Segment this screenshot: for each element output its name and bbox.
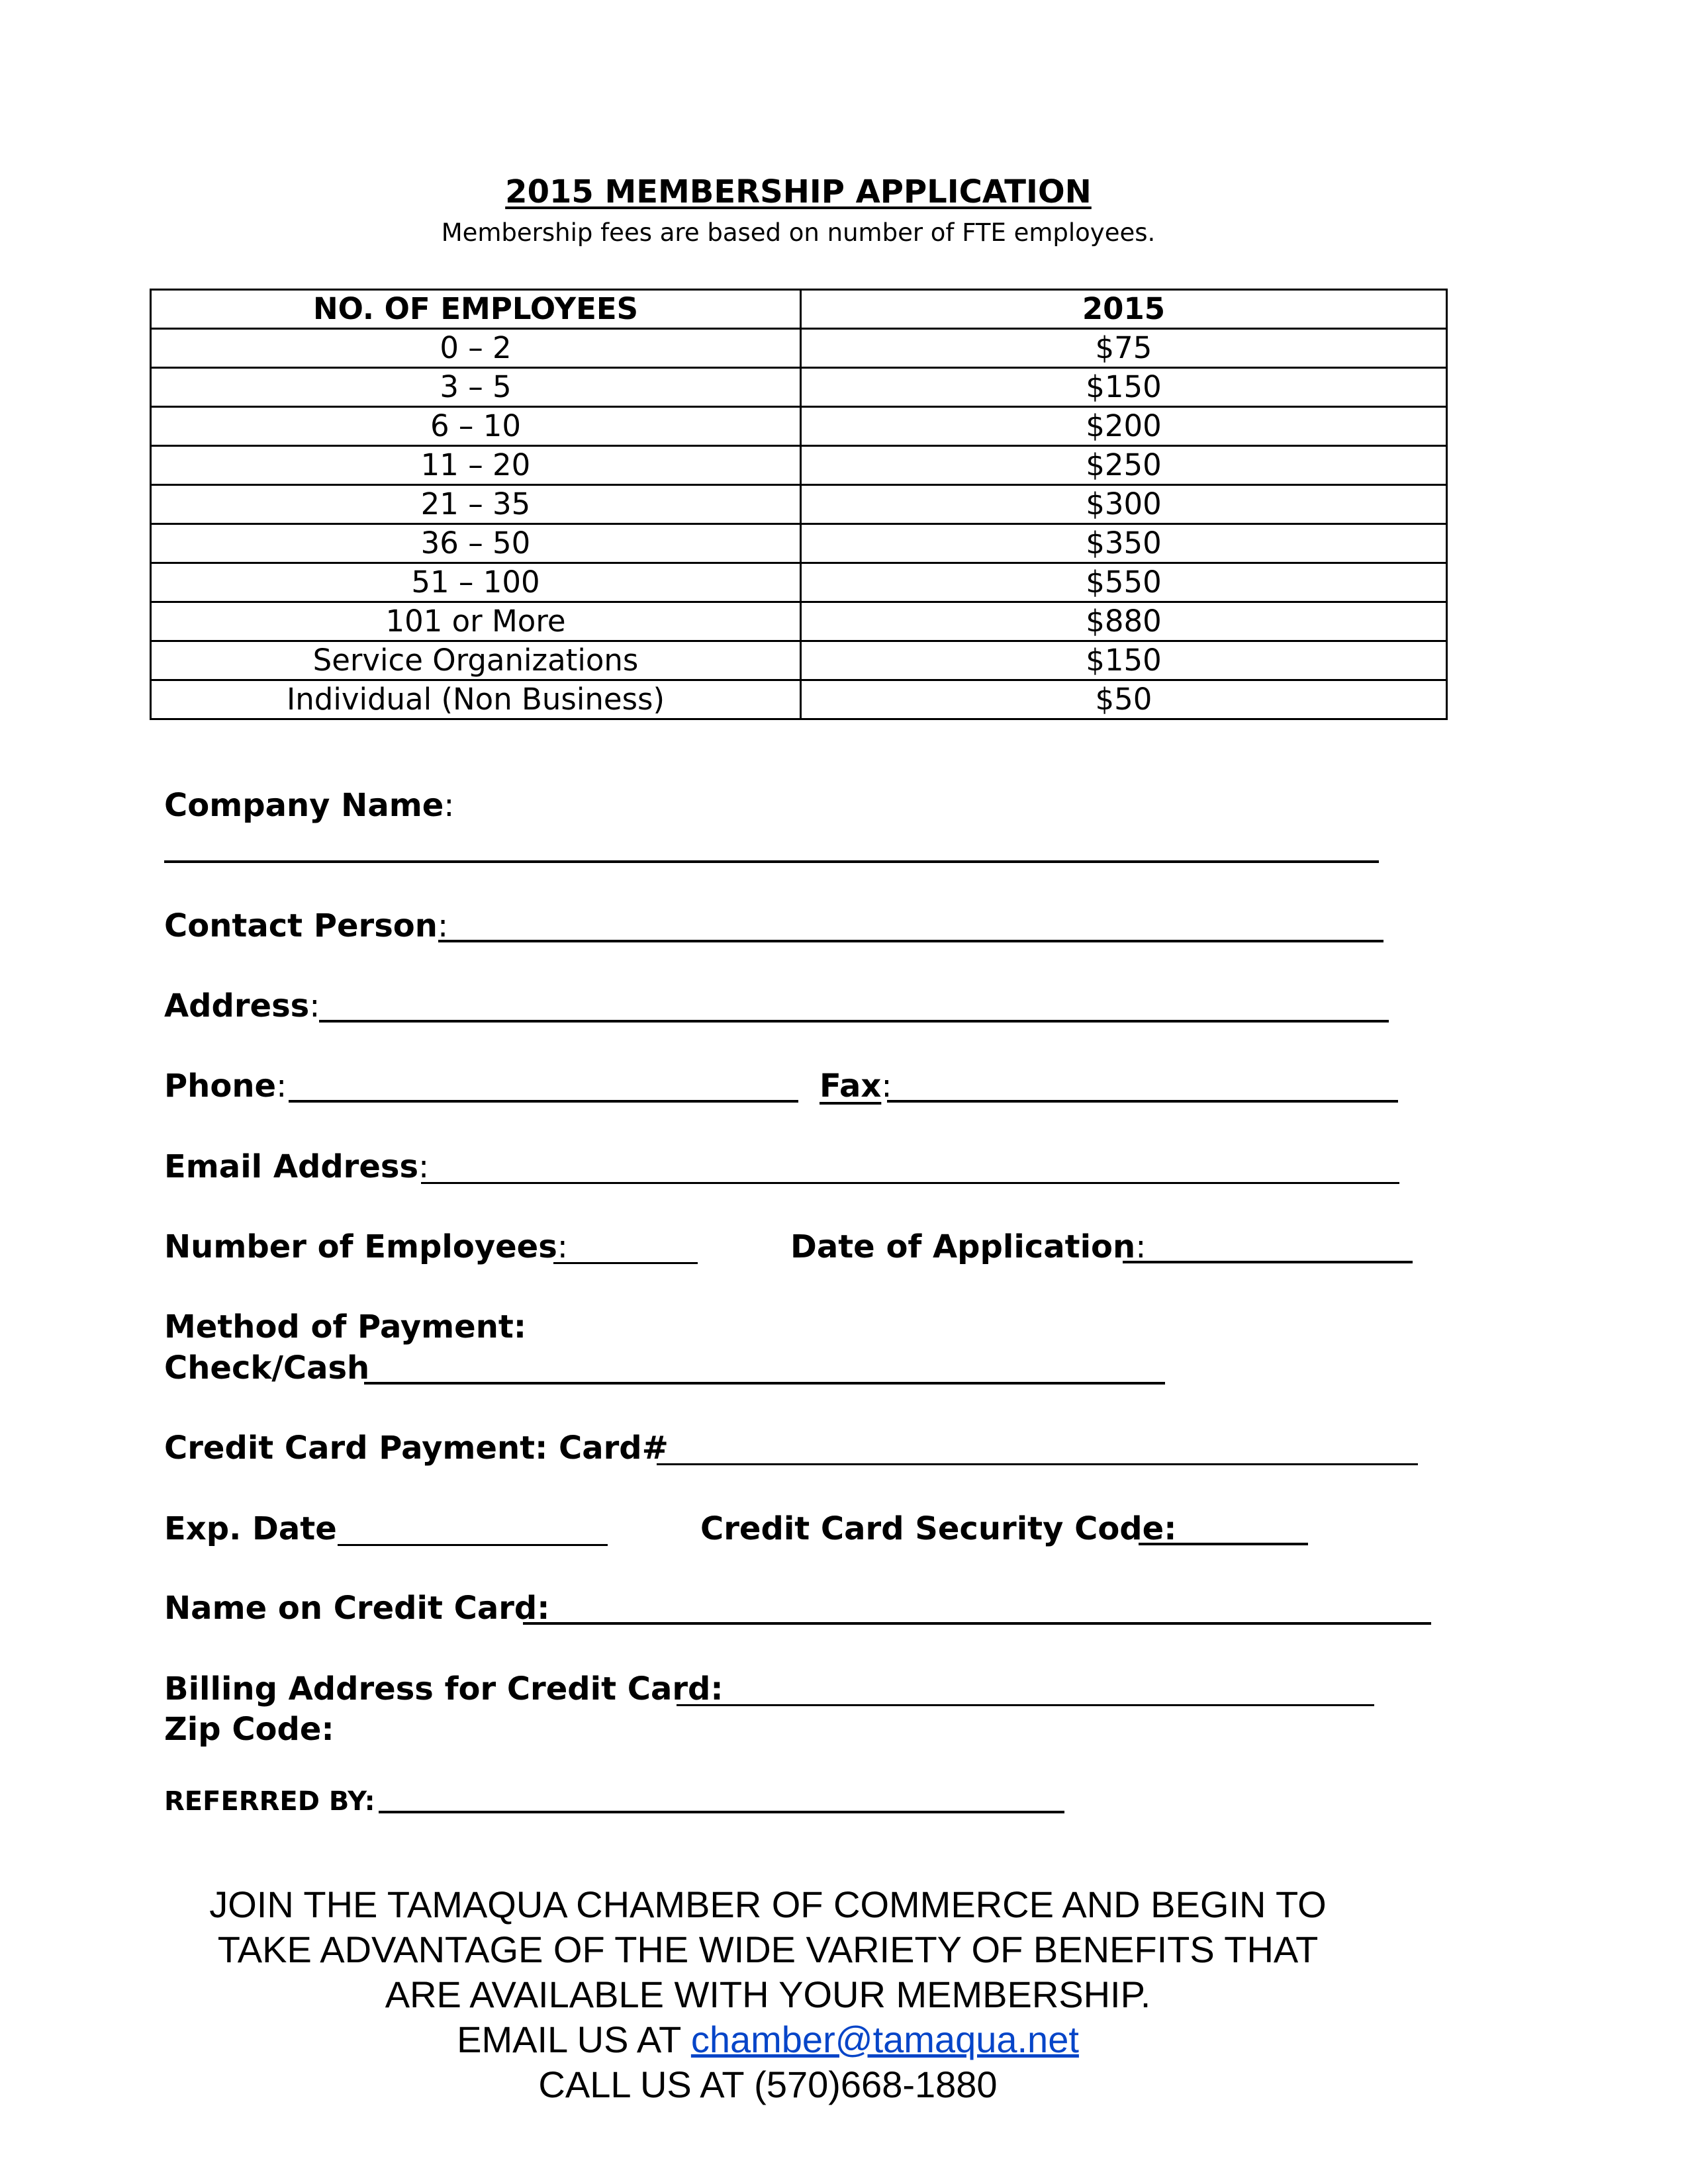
exp-date-label: Exp. Date: [164, 1510, 337, 1547]
employee-range: 3 – 5: [151, 368, 801, 407]
employee-range: 51 – 100: [151, 563, 801, 602]
employee-range: 0 – 2: [151, 329, 801, 368]
contact-person-field[interactable]: [438, 909, 1383, 942]
num-employees-field[interactable]: [553, 1232, 698, 1264]
employee-range: 36 – 50: [151, 524, 801, 563]
employee-range: 101 or More: [151, 602, 801, 641]
zip-code-label: Zip Code:: [164, 1711, 334, 1748]
page-title: 2015 MEMBERSHIP APPLICATION: [505, 173, 1092, 210]
address-label: Address: [164, 987, 310, 1024]
check-cash-field[interactable]: [364, 1351, 1165, 1385]
table-row: [151, 524, 1447, 563]
fee-value: $150: [801, 368, 1447, 407]
date-of-application-label: Date of Application: [790, 1228, 1136, 1265]
fee-value: $200: [801, 407, 1447, 446]
num-employees-label: Number of Employees: [164, 1228, 557, 1265]
fax-label: Fax: [820, 1068, 882, 1105]
referred-by-field[interactable]: [379, 1780, 1064, 1813]
table-row: [151, 407, 1447, 446]
fee-table: [150, 289, 1448, 720]
employee-range: Individual (Non Business): [151, 680, 801, 719]
footer-email-line: [0, 2017, 1536, 2062]
fee-value: $150: [801, 641, 1447, 680]
footer-line-2: TAKE ADVANTAGE OF THE WIDE VARIETY OF BENEFITS THAT: [217, 1929, 1319, 1970]
credit-card-payment-label: Credit Card Payment: Card#: [164, 1430, 669, 1467]
check-cash-label: Check/Cash: [164, 1349, 370, 1387]
phone-label: Phone: [164, 1068, 277, 1105]
table-row: [151, 446, 1447, 485]
fee-value: $550: [801, 563, 1447, 602]
fee-value: $300: [801, 485, 1447, 524]
method-of-payment-label: Method of Payment:: [164, 1308, 527, 1345]
email-row: Email Address:: [164, 1148, 430, 1185]
email-prefix: EMAIL US AT: [457, 2019, 681, 2060]
name-on-card-label: Name on Credit Card:: [164, 1590, 550, 1627]
fee-value: $50: [801, 680, 1447, 719]
security-code-label: Credit Card Security Code:: [700, 1510, 1177, 1547]
employees-column-header: NO. OF EMPLOYEES: [151, 290, 801, 329]
employee-range: 21 – 35: [151, 485, 801, 524]
contact-person-row: Contact Person:: [164, 907, 449, 944]
table-row: [151, 641, 1447, 680]
fee-value: $75: [801, 329, 1447, 368]
fee-value: $250: [801, 446, 1447, 485]
table-row: [151, 485, 1447, 524]
referred-by-label: REFERRED BY:: [164, 1786, 375, 1817]
name-on-card-field[interactable]: [523, 1592, 1431, 1625]
address-field[interactable]: [319, 989, 1389, 1023]
employee-range: 11 – 20: [151, 446, 801, 485]
company-name-row: Company Name:: [164, 787, 455, 824]
footer-line-3: ARE AVAILABLE WITH YOUR MEMBERSHIP.: [385, 1974, 1151, 2015]
phone-row: Phone:: [164, 1068, 287, 1105]
contact-person-label: Contact Person: [164, 907, 438, 944]
year-column-header: 2015: [801, 290, 1447, 329]
fax-row: Fax:: [820, 1068, 892, 1105]
table-row: [151, 368, 1447, 407]
employee-range: Service Organizations: [151, 641, 801, 680]
billing-address-label: Billing Address for Credit Card:: [164, 1670, 724, 1707]
fee-value: $880: [801, 602, 1447, 641]
fee-value: $350: [801, 524, 1447, 563]
table-row: [151, 680, 1447, 719]
fee-table-header-row: [151, 290, 1447, 329]
fax-field[interactable]: [887, 1069, 1398, 1103]
card-number-field[interactable]: [657, 1433, 1418, 1465]
email-field[interactable]: [421, 1152, 1399, 1184]
footer-line-1: JOIN THE TAMAQUA CHAMBER OF COMMERCE AND BEGIN TO: [209, 1884, 1327, 1925]
email-label: Email Address: [164, 1148, 419, 1185]
exp-date-field[interactable]: [338, 1514, 608, 1546]
phone-field[interactable]: [289, 1069, 798, 1103]
num-employees-row: Number of Employees:: [164, 1228, 568, 1265]
employee-range: 6 – 10: [151, 407, 801, 446]
company-name-field[interactable]: [164, 830, 1379, 863]
billing-address-field[interactable]: [677, 1674, 1374, 1706]
table-row: [151, 329, 1447, 368]
date-of-application-row: Date of Application:: [790, 1228, 1147, 1265]
security-code-field[interactable]: [1139, 1512, 1308, 1545]
date-of-application-field[interactable]: [1123, 1230, 1413, 1263]
address-row: Address:: [164, 987, 320, 1024]
company-name-label: Company Name: [164, 787, 444, 824]
chamber-email-link[interactable]: chamber@tamaqua.net: [690, 2019, 1079, 2060]
table-row: [151, 563, 1447, 602]
page-subtitle: Membership fees are based on number of FTE employees.: [441, 218, 1156, 247]
table-row: [151, 602, 1447, 641]
footer-call-line: CALL US AT (570)668-1880: [538, 2064, 998, 2105]
